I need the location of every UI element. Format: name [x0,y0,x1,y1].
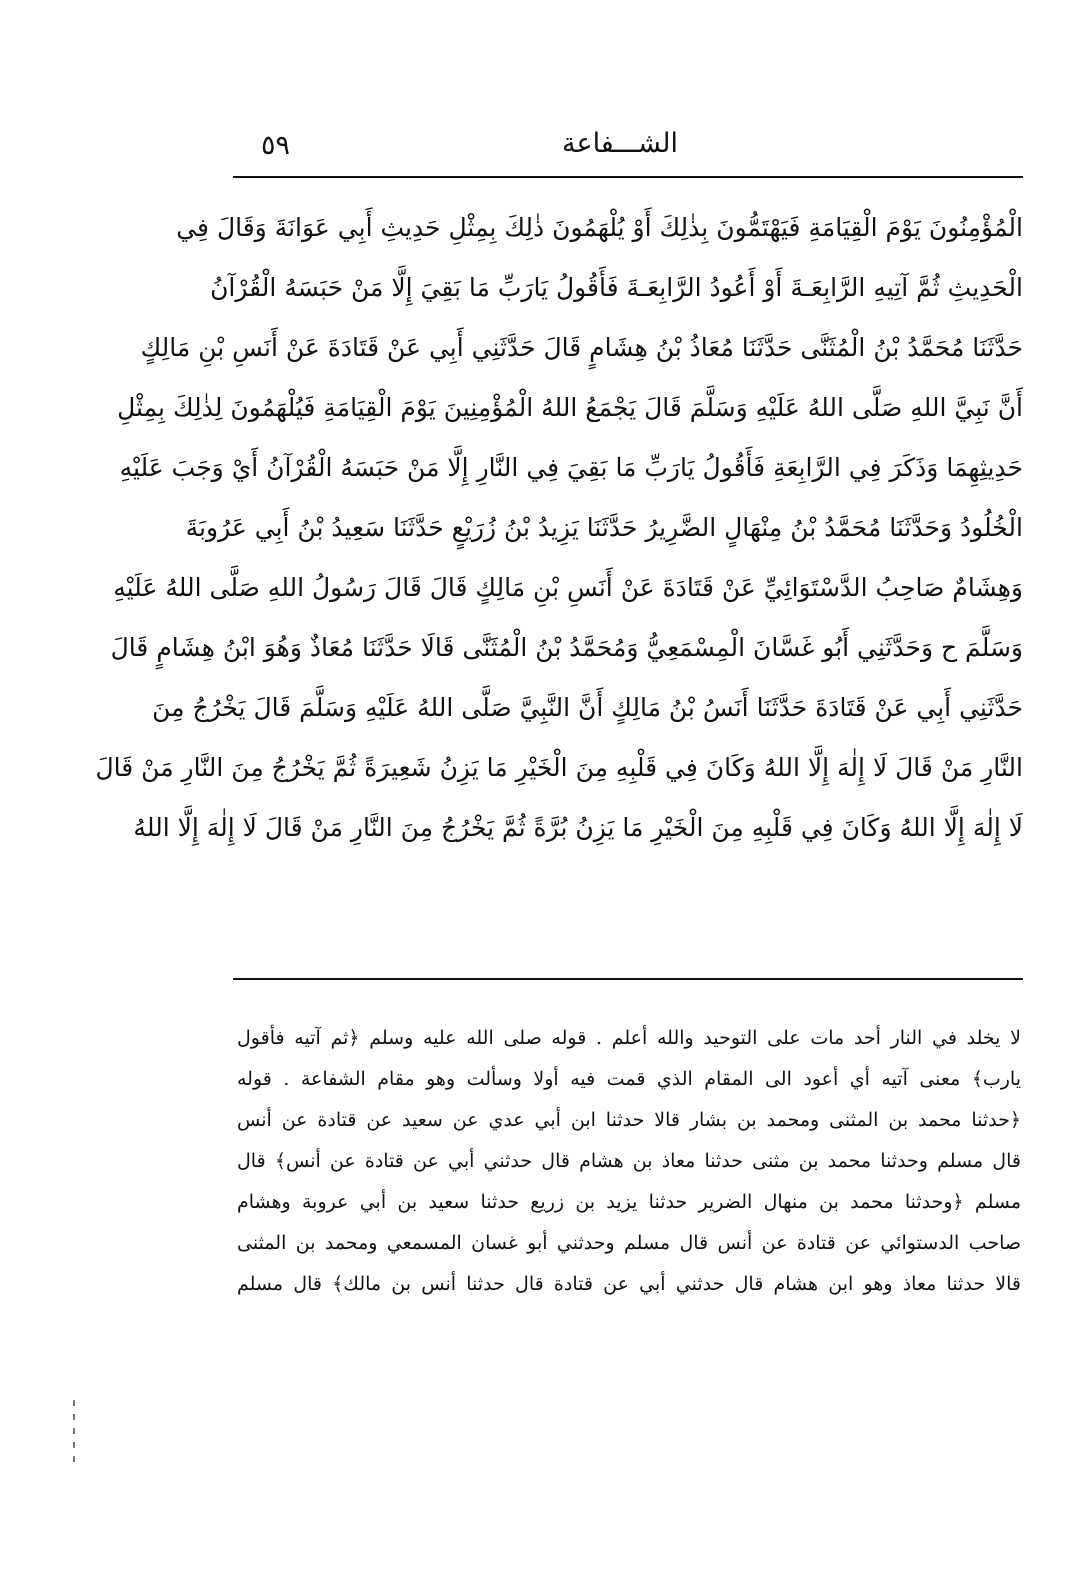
text-line: لَا إِلٰهَ إِلَّا اللهُ وَكَانَ فِي قَلْبِهِ مِنَ الْخَيْرِ مَا يَزِنُ بُرَّةً ثُمَّ يَخْرُجُ مِنَ النَّارِ مَنْ قَالَ لَا إِلٰهَ إِلَّا اللهُ [133,813,1023,842]
text-line: الْمُؤْمِنُونَ يَوْمَ الْقِيَامَةِ فَيَهْتَمُّونَ بِذٰلِكَ أَوْ يُلْهَمُونَ ذٰلِكَ بِمِثْلِ حَدِيثِ أَبِي عَوَانَةَ وَقَالَ فِي [176,213,1023,242]
text-line: حَدِيثِهِمَا وَذَكَرَ فِي الرَّابِعَةِ فَأَقُولُ يَارَبِّ مَا بَقِيَ فِي النَّارِ إِلَّا مَنْ حَبَسَهُ الْقُرْآنُ أَيْ وَجَبَ عَلَيْهِ [119,453,1023,482]
page-number: ٥٩ [261,130,291,161]
footnote-line: مسلم ﴿وحدثنا محمد بن منهال الضرير حدثنا يزيد بن زريع حدثنا سعيد بن أبي عروبة وهشام [237,1191,1021,1213]
footnote-divider [233,978,1023,980]
commentary-footnote [237,1018,1021,1305]
text-line: الْحَدِيثِ ثُمَّ آتِيهِ الرَّابِعَـةَ أَوْ أَعُودُ الرَّابِعَـةَ فَأَقُولُ يَارَبِّ مَا بَقِيَ إِلَّا مَنْ حَبَسَهُ الْقُرْآنُ [210,273,1023,302]
text-line: حَدَّثَنَا مُحَمَّدُ بْنُ الْمُثَنَّى حَدَّثَنَا مُعَاذُ بْنُ هِشَامٍ قَالَ حَدَّثَنِي أَبِي عَنْ قَتَادَةَ عَنْ أَنَسِ بْنِ مَالِكٍ [140,333,1023,362]
text-line: أَنَّ نَبِيَّ اللهِ صَلَّى اللهُ عَلَيْهِ وَسَلَّمَ قَالَ يَجْمَعُ اللهُ الْمُؤْمِنِينَ يَوْمَ الْقِيَامَةِ فَيُلْهَمُونَ لِذٰلِكَ بِمِثْلِ [117,393,1023,422]
text-line: النَّارِ مَنْ قَالَ لَا إِلٰهَ إِلَّا اللهُ وَكَانَ فِي قَلْبِهِ مِنَ الْخَيْرِ مَا يَزِنُ شَعِيرَةً ثُمَّ يَخْرُجُ مِنَ النَّارِ مَنْ قَالَ [95,753,1023,782]
footnote-line: قال مسلم وحدثنا محمد بن مثنى حدثنا معاذ بن هشام قال حدثني أبي عن قتادة عن أنس﴾ قال [237,1150,1021,1172]
header-divider [233,176,1023,178]
page-header [233,118,1023,174]
text-line: الْخُلُودُ وَحَدَّثَنَا مُحَمَّدُ بْنُ مِنْهَالٍ الضَّرِيرُ حَدَّثَنَا يَزِيدُ بْنُ زُرَيْعٍ حَدَّثَنَا سَعِيدُ بْنُ أَبِي عَرُوبَةَ [185,513,1023,542]
hadith-text [95,198,1023,858]
footnote-line: قالا حدثنا معاذ وهو ابن هشام قال حدثني أبي عن قتادة قال حدثنا أنس بن مالك﴾ قال مسلم [237,1273,1021,1295]
text-line: وَسَلَّمَ ح وَحَدَّثَنِي أَبُو غَسَّانَ الْمِسْمَعِيُّ وَمُحَمَّدُ بْنُ الْمُثَنَّى قَالَا حَدَّثَنَا مُعَاذٌ وَهُوَ ابْنُ هِشَامٍ قَالَ [110,633,1023,662]
chapter-title: الشـــفاعة [561,128,678,159]
footnote-line: ﴿حدثنا محمد بن المثنى ومحمد بن بشار قالا حدثنا ابن أبي عدي عن سعيد عن قتادة عن أنس [237,1109,1021,1131]
text-line: وَهِشَامٌ صَاحِبُ الدَّسْتَوَائِيِّ عَنْ قَتَادَةَ عَنْ أَنَسِ بْنِ مَالِكٍ قَالَ قَالَ رَسُولُ اللهِ صَلَّى اللهُ عَلَيْهِ [113,573,1023,602]
scan-artifact [67,1400,81,1490]
footnote-line: يارب﴾ معنى آتيه أي أعود الى المقام الذي قمت فيه أولا وسألت وهو مقام الشفاعة . قوله [237,1068,1021,1090]
footnote-line: لا يخلد في النار أحد مات على التوحيد والله أعلم . قوله صلى الله عليه وسلم ﴿ثم آتيه فأقول [237,1027,1021,1049]
footnote-line: صاحب الدستوائي عن قتادة عن أنس قال مسلم وحدثني أبو غسان المسمعي ومحمد بن المثنى [237,1232,1021,1254]
text-line: حَدَّثَنِي أَبِي عَنْ قَتَادَةَ حَدَّثَنَا أَنَسُ بْنُ مَالِكٍ أَنَّ النَّبِيَّ صَلَّى اللهُ عَلَيْهِ وَسَلَّمَ قَالَ يَخْرُجُ مِنَ [152,693,1023,722]
